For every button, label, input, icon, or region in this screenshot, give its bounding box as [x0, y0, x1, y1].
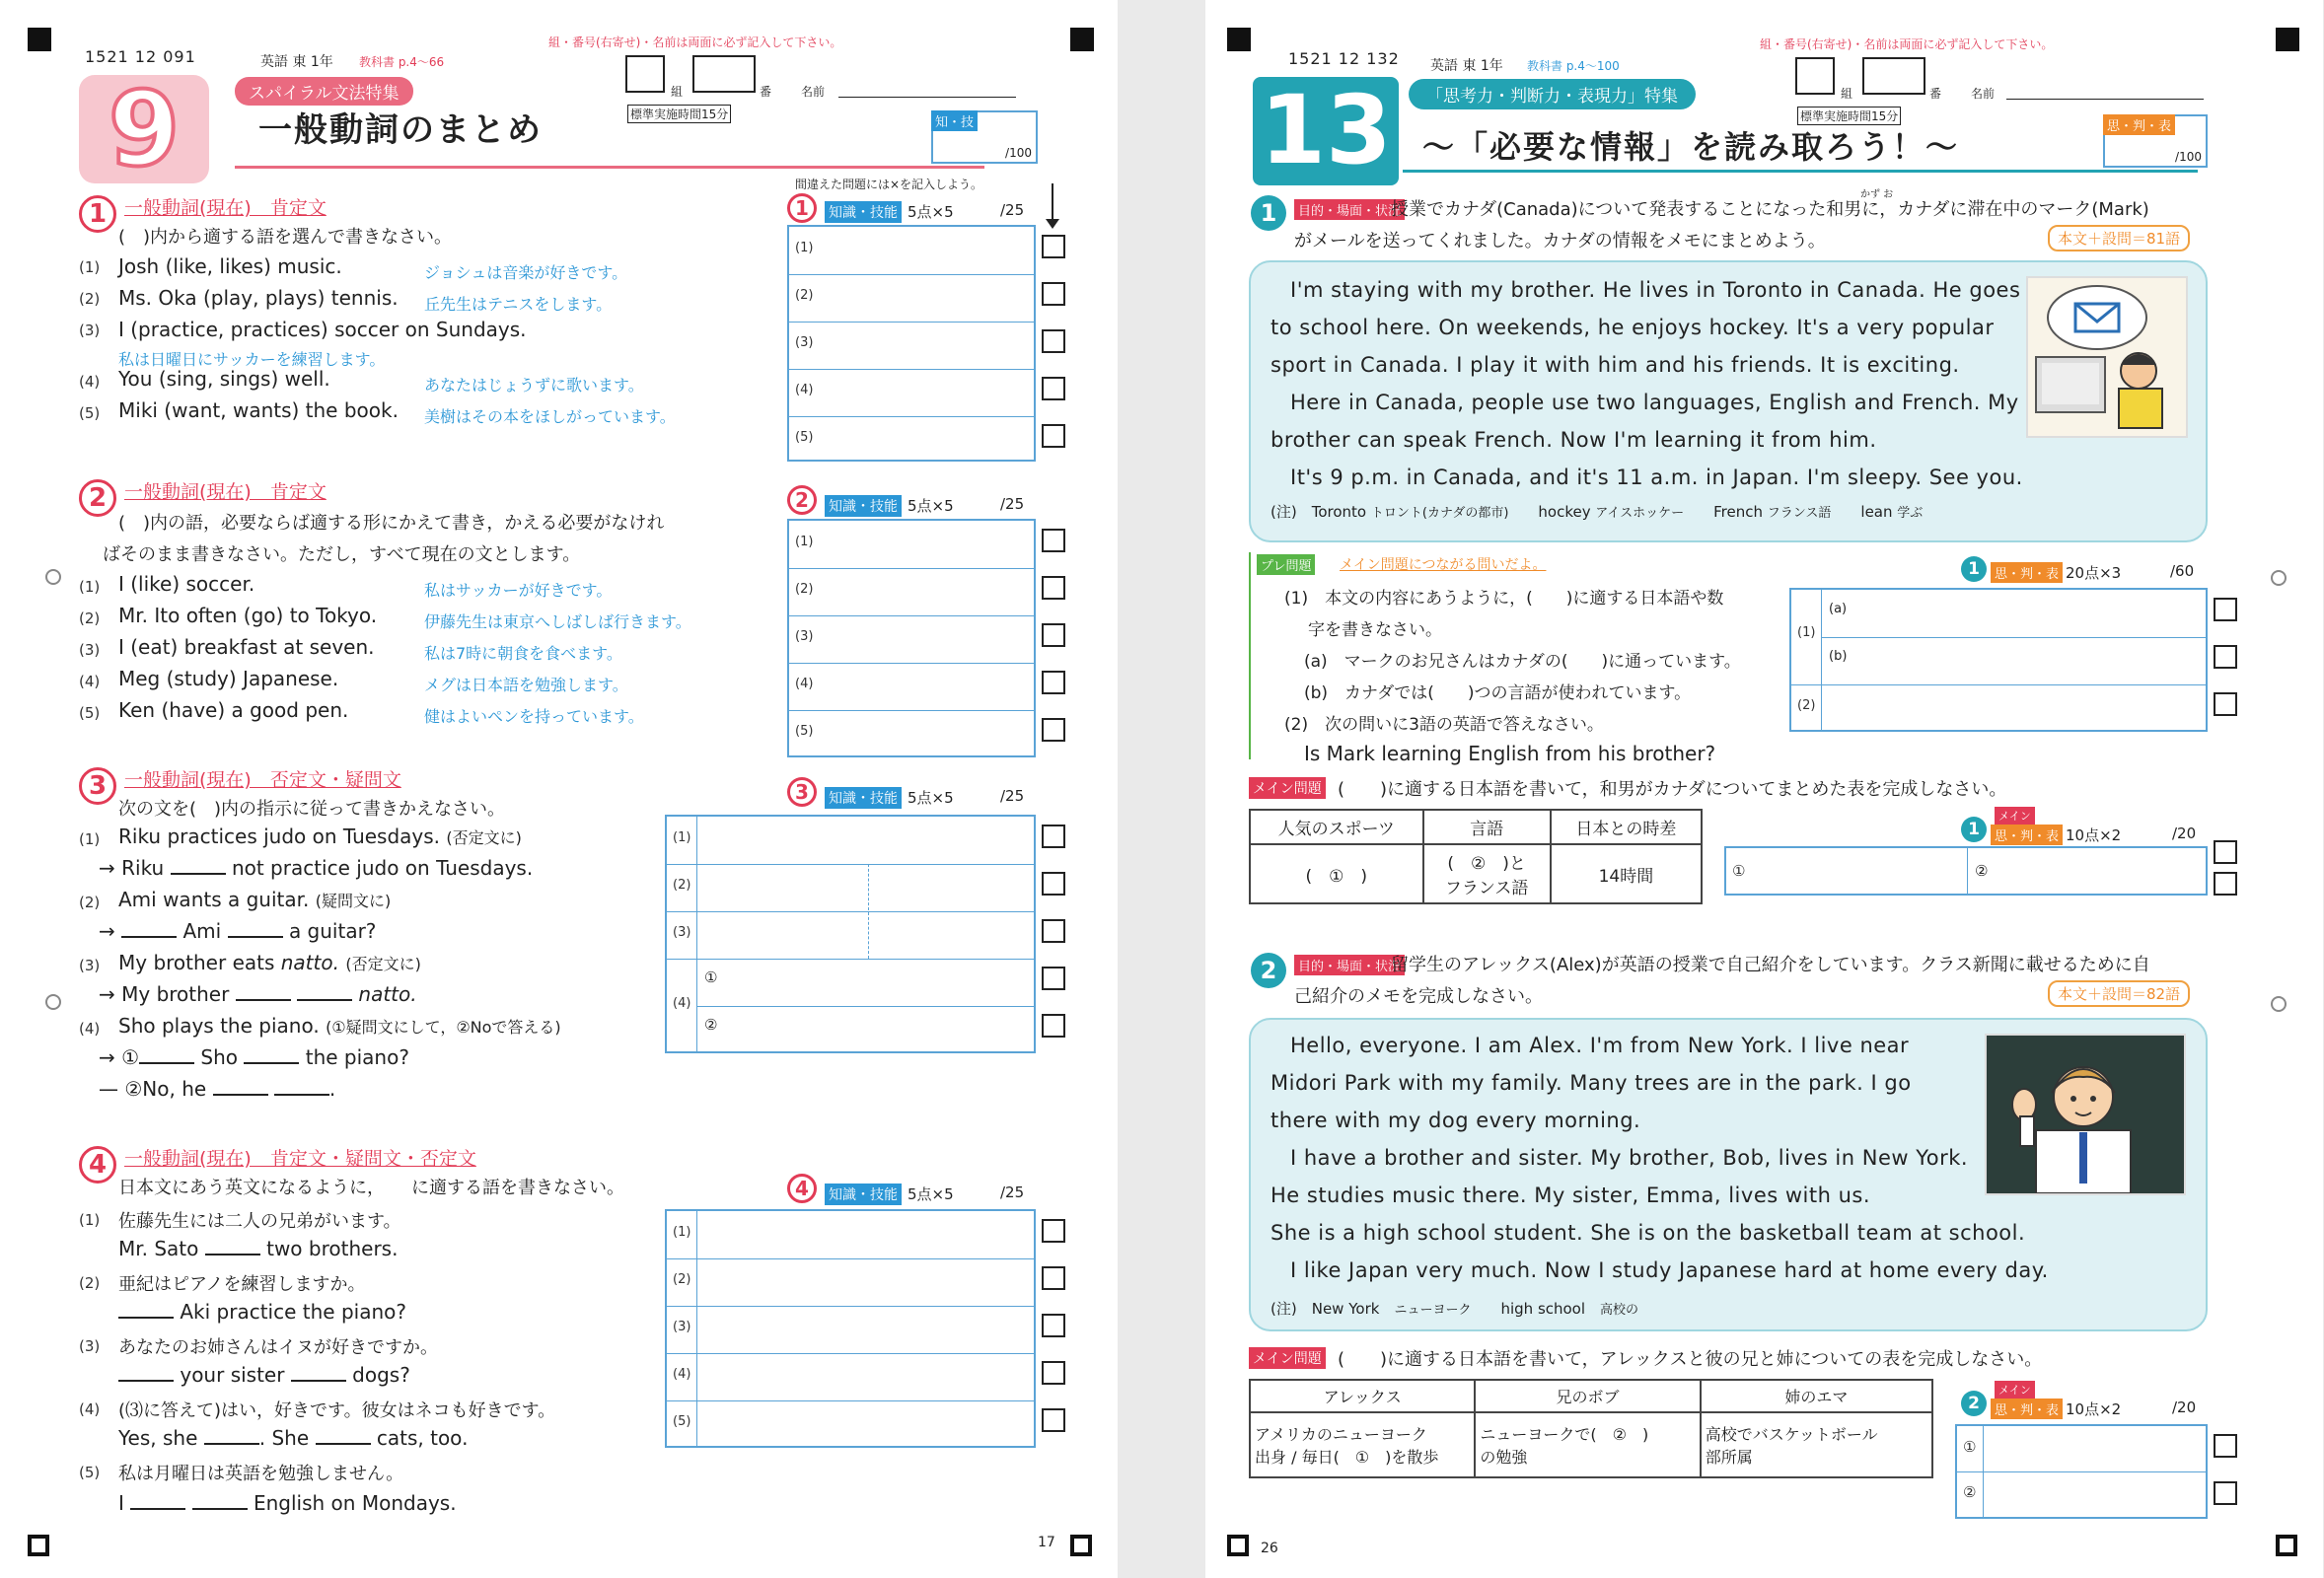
mistake-checkbox[interactable]: [2214, 872, 2237, 896]
series-band: 「思考力・判断力・表現力」特集: [1409, 79, 1696, 109]
row-label: (1): [673, 1225, 691, 1240]
table-cell: ( ② )と フランス語: [1423, 844, 1551, 903]
table-header: 人気のスポーツ: [1250, 810, 1423, 844]
row-label: (4): [673, 996, 691, 1011]
mistake-checkbox[interactable]: [2214, 645, 2237, 669]
registration-mark: [1227, 1535, 1249, 1556]
mistake-checkbox[interactable]: [2214, 1481, 2237, 1505]
item-number: (5): [79, 1464, 101, 1481]
answer-section-number: 1: [1961, 817, 1987, 842]
item-number: (4): [79, 373, 101, 391]
item-text: Ami wants a guitar. (疑問文に): [118, 888, 392, 911]
item-number: (1): [79, 578, 101, 596]
item-translation: あなたはじょうずに歌います。: [424, 376, 644, 394]
reading-passage-2: [1249, 1018, 2208, 1331]
mistake-checkbox[interactable]: [1042, 1408, 1065, 1432]
textbook-ref: 教科書 p.4〜66: [359, 55, 445, 69]
time-label: 標準実施時間15分: [627, 105, 731, 123]
mistake-checkbox[interactable]: [1042, 529, 1065, 552]
context-badge: 目的・場面・状況: [1294, 199, 1405, 220]
question-heading: 一般動詞(現在) 否定文・疑問文: [124, 769, 401, 791]
mistake-checkbox[interactable]: [1042, 825, 1065, 848]
row-label: (1): [795, 535, 814, 549]
points-label: 10点×2: [2066, 1400, 2122, 1418]
answer-box-q3[interactable]: [665, 815, 1036, 1053]
series-band: スパイラル文法特集: [235, 77, 413, 106]
points-label: 5点×5: [908, 203, 954, 221]
item-translation: 私はサッカーが好きです。: [424, 581, 613, 600]
answer-section-number: 4: [787, 1174, 817, 1203]
row-label: (1): [1797, 625, 1816, 640]
mistake-note: 間違えた問題には×を記入しよう。: [795, 178, 983, 191]
passage-line: there with my dog every morning.: [1271, 1109, 1641, 1132]
answer-section-number: 1: [787, 193, 817, 223]
item-text: Miki (want, wants) the book.: [118, 398, 399, 422]
mistake-checkbox[interactable]: [1042, 1314, 1065, 1337]
arrow-head: [1046, 219, 1059, 229]
section-number: 2: [1251, 953, 1286, 988]
question-instruction: ばそのまま書きなさい。ただし，すべて現在の文とします。: [103, 544, 581, 565]
row-label: (3): [795, 335, 814, 350]
item-number: (1): [79, 1211, 101, 1229]
rewrite-line: — ②No, he .: [99, 1077, 336, 1101]
title-underline: [1403, 170, 2198, 173]
item-number: (4): [79, 1020, 101, 1038]
fill-line: Mr. Sato two brothers.: [118, 1237, 399, 1260]
passage-line: He studies music there. My sister, Emma, lives with us.: [1271, 1184, 1871, 1207]
sheet-code: 1521 12 132: [1288, 49, 1400, 68]
row-label: (2): [795, 582, 814, 597]
table-cell: ( ① ): [1250, 844, 1423, 903]
points-label: 5点×5: [908, 1185, 954, 1203]
item-translation: 健はよいペンを持っています。: [424, 707, 644, 726]
name-label: 名前: [1971, 87, 1996, 101]
table-header: アレックス: [1250, 1380, 1475, 1412]
section-intro: 己紹介のメモを完成しなさい。: [1294, 986, 1543, 1007]
question-instruction: ( )内から適する語を選んで書きなさい。: [118, 227, 453, 248]
main-question-instruction: ( )に適する日本語を書いて，和男がカナダについてまとめた表を完成しなさい。: [1338, 779, 2007, 800]
score-total: /100: [1005, 146, 1032, 160]
name-notice: 組・番号(右寄せ)・名前は両面に必ず記入して下さい。: [1760, 37, 2054, 51]
item-text: You (sing, sings) well.: [118, 367, 330, 391]
registration-mark: [1070, 28, 1094, 51]
item-japanese: あなたのお姉さんはイヌが好きですか。: [118, 1337, 438, 1358]
item-number: (2): [79, 290, 101, 308]
passage-line: She is a high school student. She is on the basketball team at school.: [1271, 1221, 2026, 1245]
item-text: Meg (study) Japanese.: [118, 667, 339, 690]
table-cell: ニューヨークで( ② ) の勉強: [1475, 1412, 1700, 1477]
passage-line: Hello, everyone. I am Alex. I'm from New York. I live near: [1290, 1034, 1910, 1057]
section-score: /25: [1000, 495, 1025, 513]
mistake-checkbox[interactable]: [1042, 1266, 1065, 1290]
row-label: (a): [1829, 602, 1848, 616]
vocab-notes: (注) New York ニューヨーク high school 高校の: [1271, 1300, 1639, 1318]
question-heading: 一般動詞(現在) 肯定文: [124, 197, 327, 219]
main-question-instruction: ( )に適する日本語を書いて，アレックスと彼の兄と姉についての表を完成しなさい。: [1338, 1349, 2043, 1370]
worksheet-page-left: [0, 0, 1118, 1578]
passage-line: I have a brother and sister. My brother, Bob, lives in New York.: [1290, 1146, 1969, 1170]
punch-hole: [45, 569, 61, 585]
row-label: (4): [673, 1367, 691, 1382]
table-header: 言語: [1423, 810, 1551, 844]
fill-line: Aki practice the piano?: [118, 1300, 406, 1324]
rewrite-line: → Ami a guitar?: [99, 919, 377, 943]
subject-label: 英語 東 1年: [1430, 58, 1503, 74]
row-label: (2): [673, 878, 691, 893]
item-translation: 私は日曜日にサッカーを練習します。: [118, 350, 386, 369]
answer-box-main-2[interactable]: [1955, 1424, 2208, 1519]
row-label: (3): [673, 1320, 691, 1334]
section-score: /25: [1000, 787, 1025, 805]
number-field[interactable]: [692, 55, 756, 93]
punch-hole: [2271, 996, 2287, 1012]
table-cell: アメリカのニューヨーク 出身 / 毎日( ① )を散歩: [1250, 1412, 1475, 1477]
question-number: 4: [79, 1146, 116, 1184]
skill-badge: 思・判・表: [1991, 1399, 2063, 1419]
row-label: (1): [795, 241, 814, 255]
registration-mark: [1070, 1535, 1092, 1556]
title-underline: [235, 166, 984, 169]
skill-badge: 知識・技能: [825, 201, 902, 223]
row-label: (4): [795, 677, 814, 691]
summary-table-1: [1249, 809, 1703, 904]
fill-line: I English on Mondays.: [118, 1491, 457, 1515]
skill-badge: 知識・技能: [825, 495, 902, 517]
item-number: (2): [79, 610, 101, 627]
mistake-checkbox[interactable]: [1042, 235, 1065, 258]
sheet-code: 1521 12 091: [85, 47, 196, 66]
mistake-checkbox[interactable]: [1042, 377, 1065, 400]
question-instruction: 次の文を( )内の指示に従って書きかえなさい。: [118, 799, 506, 820]
item-number: (1): [79, 830, 101, 848]
item-translation: 美樹はその本をほしがっています。: [424, 407, 676, 426]
name-notice: 組・番号(右寄せ)・名前は両面に必ず記入して下さい。: [548, 36, 842, 49]
row-label: (3): [795, 629, 814, 644]
score-tag: 思・判・表: [2103, 114, 2175, 135]
item-text: Sho plays the piano. (①疑問文にして，②Noで答える): [118, 1014, 561, 1038]
item-number: (3): [79, 1337, 101, 1355]
points-label: 5点×5: [908, 497, 954, 515]
mistake-checkbox[interactable]: [1042, 1014, 1065, 1038]
skill-badge: 思・判・表: [1991, 562, 2063, 583]
pre-question-desc: メイン問題につながる問いだよ。: [1340, 557, 1547, 573]
table-header: 兄のボブ: [1475, 1380, 1700, 1412]
sub-label: ②: [704, 1016, 718, 1034]
registration-mark: [28, 28, 51, 51]
section-score: /25: [1000, 201, 1025, 219]
fill-line: Yes, she . She cats, too.: [118, 1426, 469, 1450]
mistake-checkbox[interactable]: [1042, 718, 1065, 742]
answer-box-q4[interactable]: [665, 1209, 1036, 1448]
alex-waving-illustration: [1985, 1034, 2186, 1195]
table-cell: 高校でバスケットボール 部所属: [1701, 1412, 1932, 1477]
answer-section-number: 2: [1961, 1391, 1987, 1416]
row-label: (5): [795, 724, 814, 739]
registration-mark: [1227, 28, 1251, 51]
item-text: I (practice, practices) soccer on Sundays.: [118, 318, 527, 341]
row-label: (5): [795, 430, 814, 445]
section-intro: 授業でカナダ(Canada)について発表することになった和男に，カナダに滞在中のマーク(Mark): [1391, 199, 2149, 220]
unit-number: 13: [1260, 75, 1392, 185]
boy-at-computer-illustration: [2026, 276, 2188, 438]
item-number: (5): [79, 404, 101, 422]
item-number: (2): [79, 1274, 101, 1292]
answer-section-number: 1: [1961, 556, 1987, 582]
main-sub-badge: メイン: [1995, 807, 2035, 825]
page-number: 26: [1261, 1541, 1278, 1556]
section-intro: 留学生のアレックス(Alex)が英語の授業で自己紹介をしています。クラス新聞に載せるために自: [1391, 955, 2150, 975]
table-header: 姉のエマ: [1701, 1380, 1932, 1412]
mistake-checkbox[interactable]: [1042, 424, 1065, 448]
answer-box-pre[interactable]: [1789, 588, 2208, 732]
registration-mark: [28, 1535, 49, 1556]
section-number: 1: [1251, 195, 1286, 231]
vocab-notes: (注) Toronto トロント(カナダの都市) hockey アイスホッケー French フランス語 lean 学ぶ: [1271, 503, 1924, 521]
row-label: (5): [673, 1414, 691, 1429]
table-header: 日本との時差: [1551, 810, 1702, 844]
item-number: (3): [79, 957, 101, 974]
subject-label: 英語 東 1年: [260, 54, 333, 70]
row-label: ②: [1963, 1483, 1977, 1501]
item-text: I (eat) breakfast at seven.: [118, 635, 375, 659]
item-number: (1): [79, 258, 101, 276]
item-text: Ken (have) a good pen.: [118, 698, 349, 722]
class-label: 組: [671, 85, 684, 99]
total-score-box[interactable]: [2103, 114, 2208, 168]
row-label: ①: [1732, 862, 1746, 880]
answer-section-number: 2: [787, 485, 817, 515]
mistake-checkbox[interactable]: [1042, 919, 1065, 943]
points-label: 10点×2: [2066, 826, 2122, 844]
mistake-checkbox[interactable]: [1042, 329, 1065, 353]
mistake-checkbox[interactable]: [1042, 282, 1065, 306]
pre-question-text: (b) カナダでは( )つの言語が使われています。: [1304, 683, 1692, 703]
section-score: /25: [1000, 1184, 1025, 1201]
item-translation: 私は7時に朝食を食べます。: [424, 644, 622, 663]
registration-mark: [2276, 1535, 2297, 1556]
item-translation: メグは日本語を勉強します。: [424, 676, 628, 694]
name-field[interactable]: [838, 97, 1016, 98]
page-title: 〜「必要な情報」を読み取ろう！〜: [1422, 128, 1960, 166]
class-label: 組: [1841, 87, 1853, 101]
punch-hole: [2271, 570, 2287, 586]
furigana: かず お: [1860, 189, 1894, 200]
passage-line: It's 9 p.m. in Canada, and it's 11 a.m. in Japan. I'm sleepy. See you.: [1290, 466, 2023, 489]
skill-badge: 知識・技能: [825, 787, 902, 809]
row-label: (3): [673, 925, 691, 940]
total-score-box[interactable]: [931, 110, 1038, 164]
answer-box-q2[interactable]: [787, 519, 1036, 757]
row-label: ①: [1963, 1438, 1977, 1456]
points-label: 20点×3: [2066, 564, 2122, 582]
question-heading: 一般動詞(現在) 肯定文・疑問文・否定文: [124, 1148, 476, 1170]
item-text: Ms. Oka (play, plays) tennis.: [118, 286, 399, 310]
row-label: (4): [795, 383, 814, 397]
skill-badge: 思・判・表: [1991, 825, 2063, 845]
mistake-checkbox[interactable]: [1042, 872, 1065, 896]
item-translation: 丘先生はテニスをします。: [424, 295, 613, 314]
question-instruction: 日本文にあう英文になるように， に適する語を書きなさい。: [118, 1178, 624, 1198]
item-japanese: 佐藤先生には二人の兄弟がいます。: [118, 1211, 401, 1232]
item-text: I (like) soccer.: [118, 572, 255, 596]
pre-question-text: (1) 本文の内容にあうように，( )に適する日本語や数: [1284, 589, 1724, 609]
score-tag: 知・技: [931, 110, 978, 131]
reading-passage-1: [1249, 260, 2208, 542]
pre-question-text: (a) マークのお兄さんはカナダの( )に通っています。: [1304, 652, 1741, 672]
mistake-checkbox[interactable]: [1042, 623, 1065, 647]
question-number: 1: [79, 195, 116, 233]
context-badge: 目的・場面・状況: [1294, 955, 1405, 975]
passage-line: sport in Canada. I play it with him and his friends. It is exciting.: [1271, 353, 1960, 377]
mistake-checkbox[interactable]: [1042, 576, 1065, 600]
mistake-checkbox[interactable]: [2214, 840, 2237, 864]
question-number: 2: [79, 479, 116, 517]
name-field[interactable]: [2006, 99, 2204, 100]
pre-question-text: 字を書きなさい。: [1308, 620, 1442, 640]
answer-box-q1[interactable]: [787, 225, 1036, 462]
unit-number-badge: [79, 69, 209, 189]
item-translation: 伊藤先生は東京へしばしば行きます。: [424, 612, 691, 631]
mistake-checkbox[interactable]: [1042, 1219, 1065, 1243]
answer-box-main-1[interactable]: [1724, 846, 2208, 896]
punch-hole: [45, 994, 61, 1010]
main-question-badge: メイン問題: [1249, 777, 1326, 799]
row-label: (b): [1829, 649, 1848, 664]
summary-table-2: [1249, 1379, 1933, 1478]
pre-question-text: (2) 次の問いに3語の英語で答えなさい。: [1284, 715, 1604, 735]
fill-line: your sister dogs?: [118, 1363, 410, 1387]
rewrite-line: → ① Sho the piano?: [99, 1045, 409, 1069]
passage-line: brother can speak French. Now I'm learning it from him.: [1271, 428, 1877, 452]
mistake-checkbox[interactable]: [2214, 692, 2237, 716]
page-number: 17: [1038, 1535, 1055, 1550]
item-number: (2): [79, 894, 101, 911]
section-intro: がメールを送ってくれました。カナダの情報をメモにまとめよう。: [1294, 231, 1826, 251]
passage-line: to school here. On weekends, he enjoys hockey. It's a very popular: [1271, 316, 1995, 339]
class-field[interactable]: [625, 55, 665, 93]
mistake-checkbox[interactable]: [1042, 1361, 1065, 1385]
mistake-checkbox[interactable]: [1042, 967, 1065, 990]
pre-question-badge: プレ問題: [1257, 554, 1315, 575]
unit-number: 9: [108, 69, 181, 189]
worksheet-page-right: [1205, 0, 2323, 1578]
question-heading: 一般動詞(現在) 肯定文: [124, 481, 327, 503]
word-count: 本文＋設問＝82語: [2048, 980, 2190, 1007]
pre-bracket-line: [1249, 552, 1251, 759]
row-label: (2): [673, 1272, 691, 1287]
item-translation: ジョシュは音楽が好きです。: [424, 263, 628, 282]
sub-label: ①: [704, 968, 718, 986]
page-title: 一般動詞のまとめ: [258, 110, 543, 150]
score-total: /100: [2175, 150, 2202, 164]
row-label: (2): [795, 288, 814, 303]
passage-line: Midori Park with my family. Many trees are in the park. I go: [1271, 1071, 1912, 1095]
item-number: (5): [79, 704, 101, 722]
textbook-ref: 教科書 p.4〜100: [1527, 59, 1620, 73]
main-sub-badge: メイン: [1995, 1381, 2035, 1399]
rewrite-line: → My brother natto.: [99, 982, 417, 1006]
item-number: (3): [79, 322, 101, 339]
unit-number-badge: [1253, 77, 1399, 185]
answer-section-number: 3: [787, 777, 817, 807]
item-number: (3): [79, 641, 101, 659]
section-score: /20: [2172, 825, 2197, 842]
mistake-checkbox[interactable]: [2214, 598, 2237, 621]
passage-line: I'm staying with my brother. He lives in Toronto in Canada. He goes: [1290, 278, 2021, 302]
item-japanese: 私は月曜日は英語を勉強しません。: [118, 1464, 404, 1484]
section-score: /20: [2172, 1399, 2197, 1416]
word-count: 本文＋設問＝81語: [2048, 225, 2190, 251]
mistake-checkbox[interactable]: [2214, 1434, 2237, 1458]
row-label: (2): [1797, 698, 1816, 713]
item-number: (4): [79, 1400, 101, 1418]
item-text: Josh (like, likes) music.: [118, 254, 342, 278]
pre-question-english: Is Mark learning English from his brother?: [1304, 742, 1716, 765]
item-text: My brother eats natto. (否定文に): [118, 951, 421, 974]
section-score: /60: [2170, 562, 2195, 580]
row-label: ②: [1975, 862, 1989, 880]
item-japanese: (⑶に答えて)はい，好きです。彼女はネコも好きです。: [118, 1400, 556, 1421]
time-label: 標準実施時間15分: [1797, 107, 1901, 125]
main-question-badge: メイン問題: [1249, 1347, 1326, 1369]
passage-line: Here in Canada, people use two languages, English and French. My: [1290, 391, 2019, 414]
number-label: 番: [1929, 87, 1942, 101]
question-number: 3: [79, 767, 116, 805]
arrow-line: [1052, 183, 1053, 221]
item-japanese: 亜紀はピアノを練習しますか。: [118, 1274, 366, 1295]
table-cell: 14時間: [1551, 844, 1702, 903]
number-label: 番: [760, 85, 772, 99]
registration-mark: [2276, 28, 2299, 51]
question-instruction: ( )内の語，必要ならば適する形にかえて書き，かえる必要がなけれ: [118, 513, 665, 534]
mistake-checkbox[interactable]: [1042, 671, 1065, 694]
item-number: (4): [79, 673, 101, 690]
skill-badge: 知識・技能: [825, 1184, 902, 1205]
passage-line: I like Japan very much. Now I study Japanese hard at home every day.: [1290, 1258, 2049, 1282]
name-label: 名前: [801, 85, 826, 99]
points-label: 5点×5: [908, 789, 954, 807]
row-label: (1): [673, 830, 691, 845]
rewrite-line: → Riku not practice judo on Tuesdays.: [99, 856, 534, 880]
item-text: Riku practices judo on Tuesdays. (否定文に): [118, 825, 522, 848]
number-field[interactable]: [1862, 57, 1925, 95]
class-field[interactable]: [1795, 57, 1835, 95]
item-text: Mr. Ito often (go) to Tokyo.: [118, 604, 378, 627]
